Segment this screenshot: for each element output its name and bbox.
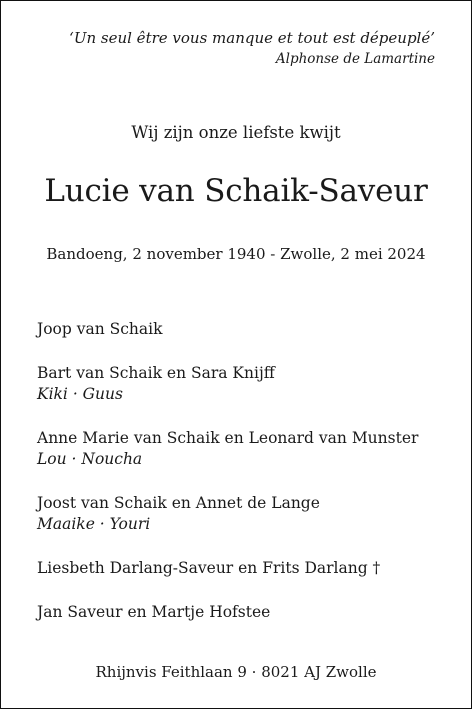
family-entry xyxy=(37,319,418,340)
family-names: Joost van Schaik en Annet de Lange xyxy=(37,494,320,512)
family-names: Joop van Schaik xyxy=(37,320,163,338)
address-line: Rhijnvis Feithlaan 9 · 8021 AJ Zwolle xyxy=(95,663,377,681)
family-names: Bart van Schaik en Sara Knijff xyxy=(37,364,275,382)
family-names: Liesbeth Darlang-Saveur en Frits Darlang † xyxy=(37,559,381,577)
family-names: Jan Saveur en Martje Hofstee xyxy=(37,603,271,621)
family-entry xyxy=(37,558,418,579)
quote-block xyxy=(69,28,435,70)
birth-death-dates: Bandoeng, 2 november 1940 - Zwolle, 2 mei 2024 xyxy=(46,245,426,263)
family-entry xyxy=(37,602,418,623)
quote-author: Alphonse de Lamartine xyxy=(275,51,435,67)
quote-text: ‘Un seul être vous manque et tout est dépeuplé’ xyxy=(69,29,435,47)
family-entry xyxy=(37,363,418,405)
family-names: Anne Marie van Schaik en Leonard van Munster xyxy=(37,429,419,447)
family-list xyxy=(37,319,418,646)
family-entry xyxy=(37,493,418,535)
family-children: Lou · Noucha xyxy=(37,450,143,468)
family-entry xyxy=(37,428,418,470)
intro-line: Wij zijn onze liefste kwijt xyxy=(131,123,341,142)
family-children: Kiki · Guus xyxy=(37,385,123,403)
family-children: Maaike · Youri xyxy=(37,515,151,533)
deceased-name: Lucie van Schaik-Saveur xyxy=(44,173,428,209)
